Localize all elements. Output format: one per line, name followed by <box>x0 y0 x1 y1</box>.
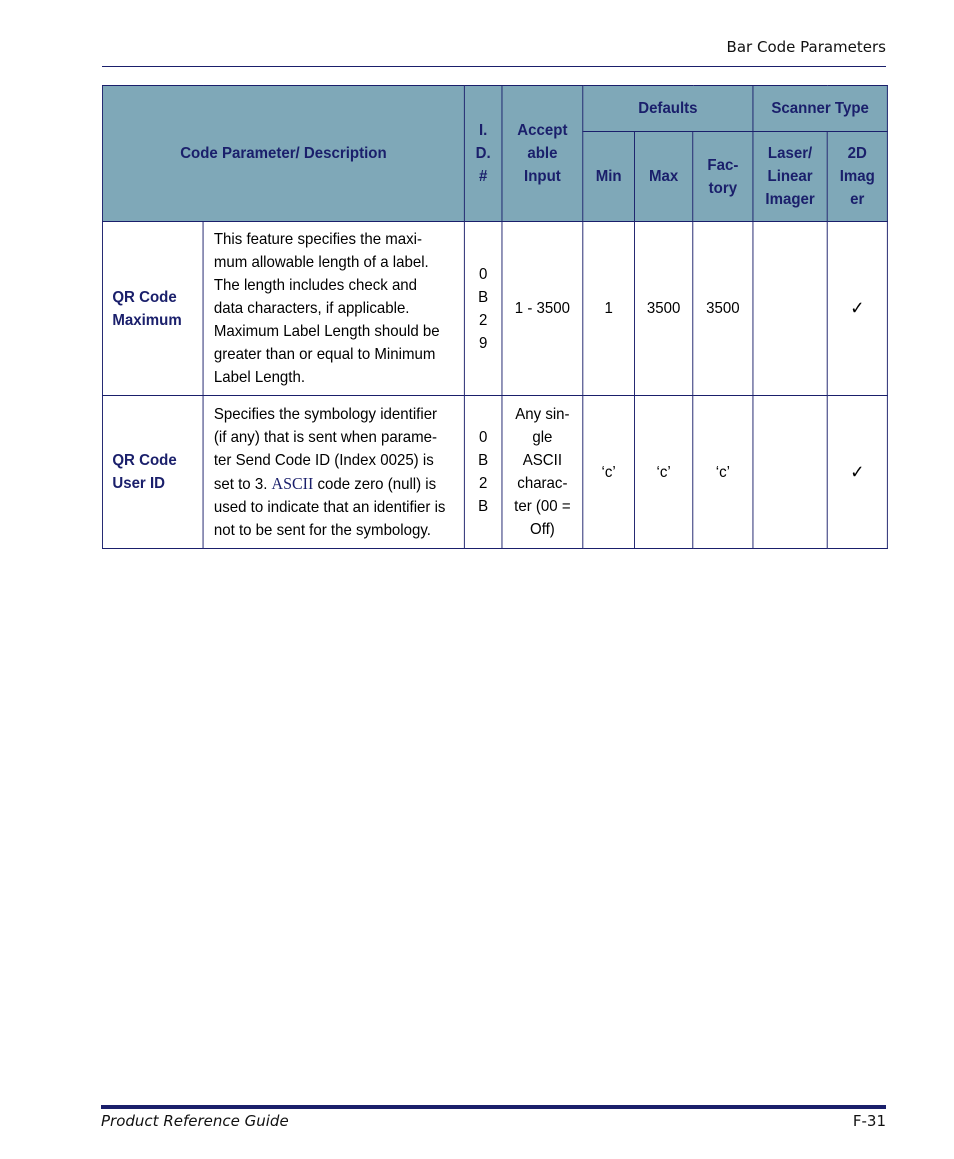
header-max: Max <box>635 132 693 222</box>
checkmark-icon: ✓ <box>827 396 887 549</box>
default-factory: 3500 <box>693 222 753 396</box>
page-number: F-31 <box>852 1112 886 1130</box>
header-laser-linear-imager: Laser/ Linear Imager <box>753 132 827 222</box>
table-row <box>102 222 887 396</box>
header-min: Min <box>583 132 635 222</box>
table-row <box>102 396 887 549</box>
parameter-description: This feature specifies the maxi- mum allowable length of a label. The length includes check and data characters, if applicable. Maximum Label Length should be greater than or equal to Minimum Label Length. <box>203 222 464 396</box>
laser-linear-imager-support <box>753 396 827 549</box>
default-min: ‘c’ <box>583 396 635 549</box>
header-id: I. D. # <box>464 86 502 222</box>
header-defaults: Defaults <box>583 86 753 132</box>
header-divider <box>102 66 886 67</box>
ascii-link[interactable]: ASCII <box>271 473 314 493</box>
header-code-parameter: Code Parameter/ Description <box>102 86 464 222</box>
default-factory: ‘c’ <box>693 396 753 549</box>
default-max: 3500 <box>635 222 693 396</box>
header-scanner-type: Scanner Type <box>753 86 887 132</box>
running-header: Bar Code Parameters <box>726 38 886 56</box>
acceptable-input: 1 - 3500 <box>502 222 583 396</box>
parameter-id: 0 B 2 9 <box>464 222 502 396</box>
parameter-description: Specifies the symbology identifier (if any) that is sent when parame- ter Send Code ID (Index 0025) is set to 3. ASCII code zero (null) is used to indicate that an identifier is not to be sent for the symbology. <box>203 396 464 549</box>
parameter-name: QR Code User ID <box>102 396 203 549</box>
parameter-name: QR Code Maximum <box>102 222 203 396</box>
default-max: ‘c’ <box>635 396 693 549</box>
checkmark-icon: ✓ <box>827 222 887 396</box>
header-acceptable-input: Accept able Input <box>502 86 583 222</box>
footer-divider <box>101 1105 886 1109</box>
footer-guide-title: Product Reference Guide <box>101 1112 289 1130</box>
acceptable-input: Any sin- gle ASCII charac- ter (00 = Off) <box>502 396 583 549</box>
header-2d-imager: 2D Imag er <box>827 132 887 222</box>
parameter-id: 0 B 2 B <box>464 396 502 549</box>
parameter-table <box>102 85 888 549</box>
laser-linear-imager-support <box>753 222 827 396</box>
header-factory: Fac- tory <box>693 132 753 222</box>
default-min: 1 <box>583 222 635 396</box>
